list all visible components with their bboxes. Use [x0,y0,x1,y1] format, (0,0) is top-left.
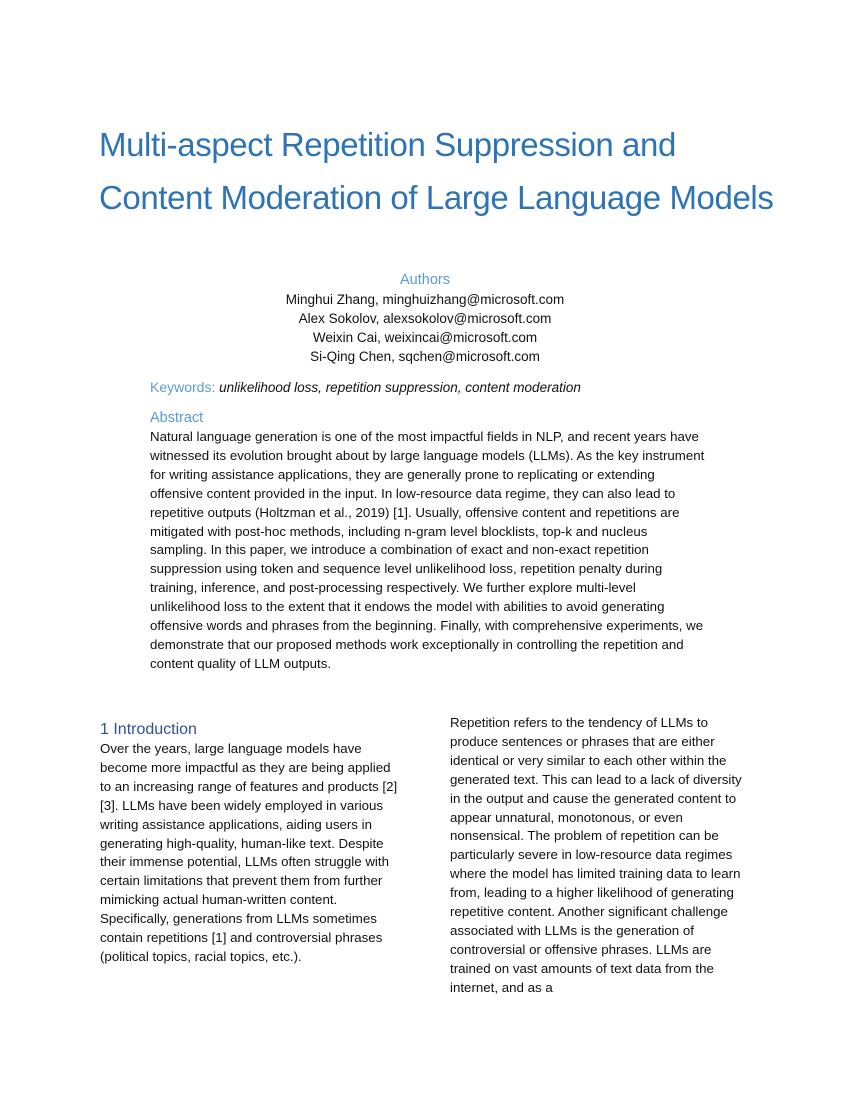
keywords-values: unlikelihood loss, repetition suppression, content moderation [219,380,581,395]
abstract-section [150,408,706,674]
keywords-line [150,378,581,397]
introduction-left-text: Over the years, large language models have become more impactful as they are being applied to an increasing range of features and products [2] [3]. LLMs have been widely employed in various writing assistance applications, aiding users in generating high-quality, human-like text. Despite their immense potential, LLMs often struggle with certain limitations that prevent them from further mimicking actual human-written content. Specifically, generations from LLMs sometimes contain repetitions [1] and controversial phrases (political topics, racial topics, etc.). [100,741,398,964]
keywords-label: Keywords: [150,379,216,395]
abstract-heading: Abstract [150,410,204,426]
introduction-right-text: Repetition refers to the tendency of LLMs to produce sentences or phrases that are either identical or very similar to each other within the generated text. This can lead to a lack of diversity in the output and cause the generated content to appear unnatural, monotonous, or even nonsensical. The problem of repetition can be particularly severe in low-resource data regimes where the model has limited training data to learn from, leading to a higher likelihood of generating repetitive content. Another significant challenge associated with LLMs is the generation of controversial or offensive phrases. LLMs are trained on vast amounts of text data from the internet, and as a [450,715,742,995]
author-line: Si-Qing Chen, sqchen@microsoft.com [310,349,540,364]
author-line: Weixin Cai, weixincai@microsoft.com [312,330,538,345]
author-line: Alex Sokolov, alexsokolov@microsoft.com [298,311,552,326]
left-column [100,720,405,967]
paper-title: Multi-aspect Repetition Suppression and Content Moderation of Large Language Models [99,126,774,216]
authors-heading: Authors [400,272,450,288]
section-heading-introduction: 1 Introduction [100,721,197,738]
abstract-body: Natural language generation is one of the most impactful fields in NLP, and recent years have witnessed its evolution brought about by large language models (LLMs). As the key instrument for writing assistance applications, they are generally prone to replicating or extending offensive content provided in the input. In low-resource data regime, they can also lead to repetitive outputs (Holtzman et al., 2019) [1]. Usually, offensive content and repetitions are mitigated with post-hoc methods, including n-gram level blocklists, top-k and nucleus sampling. In this paper, we introduce a combination of exact and non-exact repetition suppression using token and sequence level unlikelihood loss, repetition penalty during training, inference, and post-processing respectively. We further explore multi-level unlikelihood loss to the extent that it endows the model with abilities to avoid generating offensive words and phrases from the beginning. Finally, with comprehensive experiments, we demonstrate that our proposed methods work exceptionally in controlling the repetition and content quality of LLM outputs. [150,429,705,671]
authors-block [0,270,850,366]
right-column [450,714,755,998]
author-line: Minghui Zhang, minghuizhang@microsoft.com [285,292,565,307]
